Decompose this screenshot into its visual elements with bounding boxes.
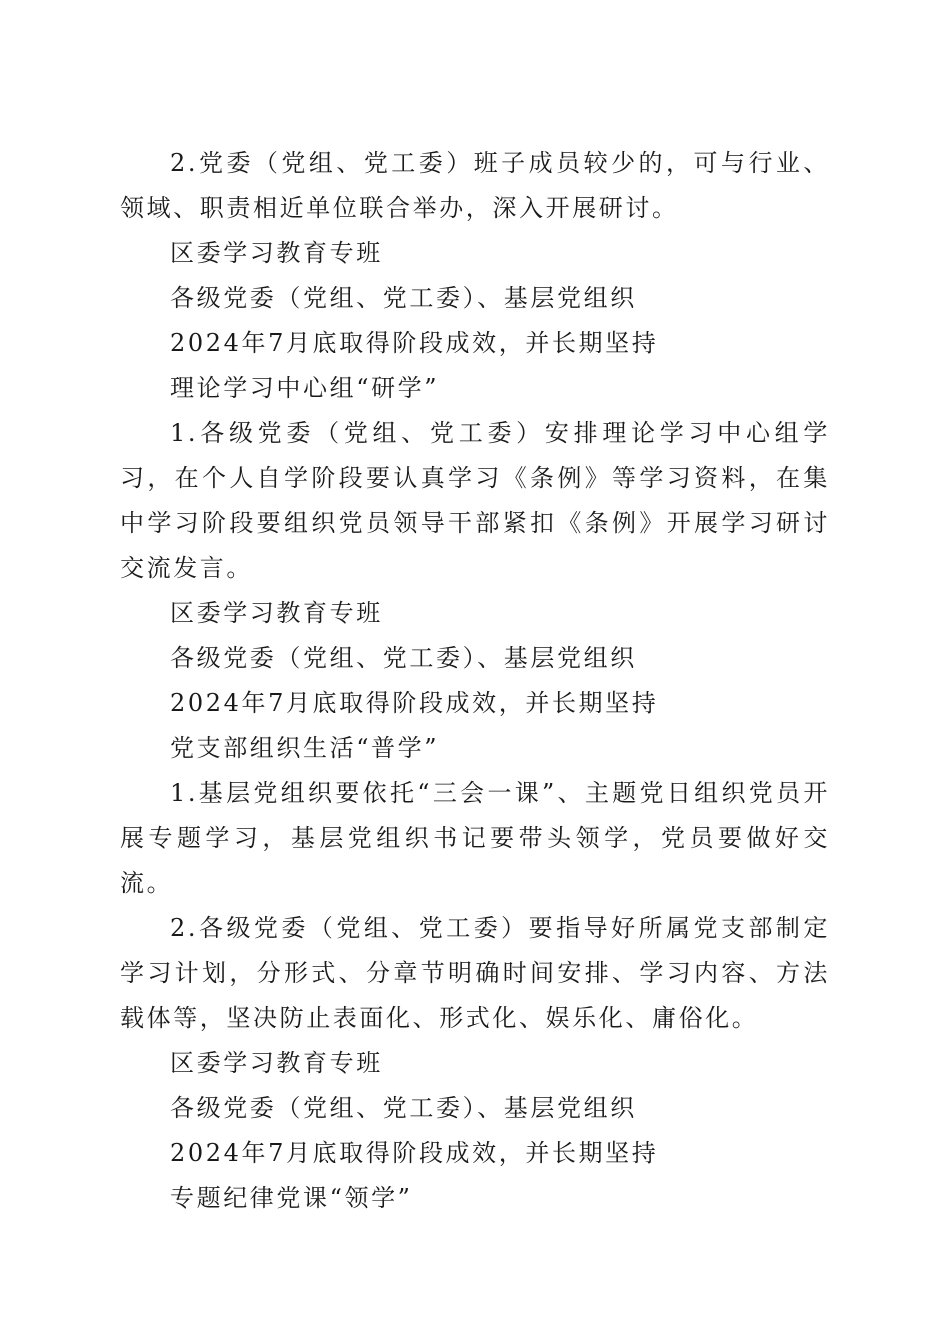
document-body (120, 141, 830, 1221)
paragraph-timeline: 2024年7月底取得阶段成效，并长期坚持 (170, 329, 659, 357)
paragraph-lead-unit: 区委学习教育专班 (170, 599, 383, 627)
paragraph-lead-unit: 区委学习教育专班 (170, 1049, 383, 1077)
paragraph-center-group-study: 1.各级党委（党组、党工委）安排理论学习中心组学习，在个人自学阶段要认真学习《条例》等学习资料，在集中学习阶段要组织党员领导干部紧扣《条例》开展学习研讨交流发言。 (120, 419, 830, 582)
paragraph-responsible-units: 各级党委（党组、党工委）、基层党组织 (170, 644, 637, 672)
paragraph-branch-study: 1.基层党组织要依托“三会一课”、主题党日组织党员开展专题学习，基层党组织书记要带头领学，党员要做好交流。 (120, 779, 830, 897)
paragraph-joint-session: 2.党委（党组、党工委）班子成员较少的，可与行业、领域、职责相近单位联合举办，深入开展研讨。 (120, 149, 830, 222)
paragraph-responsible-units: 各级党委（党组、党工委）、基层党组织 (170, 284, 637, 312)
paragraph-heading-branch-life: 党支部组织生活“普学” (170, 734, 440, 762)
paragraph-lead-unit: 区委学习教育专班 (170, 239, 383, 267)
paragraph-timeline: 2024年7月底取得阶段成效，并长期坚持 (170, 689, 659, 717)
paragraph-heading-discipline-lecture: 专题纪律党课“领学” (170, 1184, 413, 1212)
paragraph-responsible-units: 各级党委（党组、党工委）、基层党组织 (170, 1094, 637, 1122)
paragraph-timeline: 2024年7月底取得阶段成效，并长期坚持 (170, 1139, 659, 1167)
paragraph-heading-center-group: 理论学习中心组“研学” (170, 374, 440, 402)
paragraph-study-plan: 2.各级党委（党组、党工委）要指导好所属党支部制定学习计划，分形式、分章节明确时间安排、学习内容、方法载体等，坚决防止表面化、形式化、娱乐化、庸俗化。 (120, 914, 830, 1032)
